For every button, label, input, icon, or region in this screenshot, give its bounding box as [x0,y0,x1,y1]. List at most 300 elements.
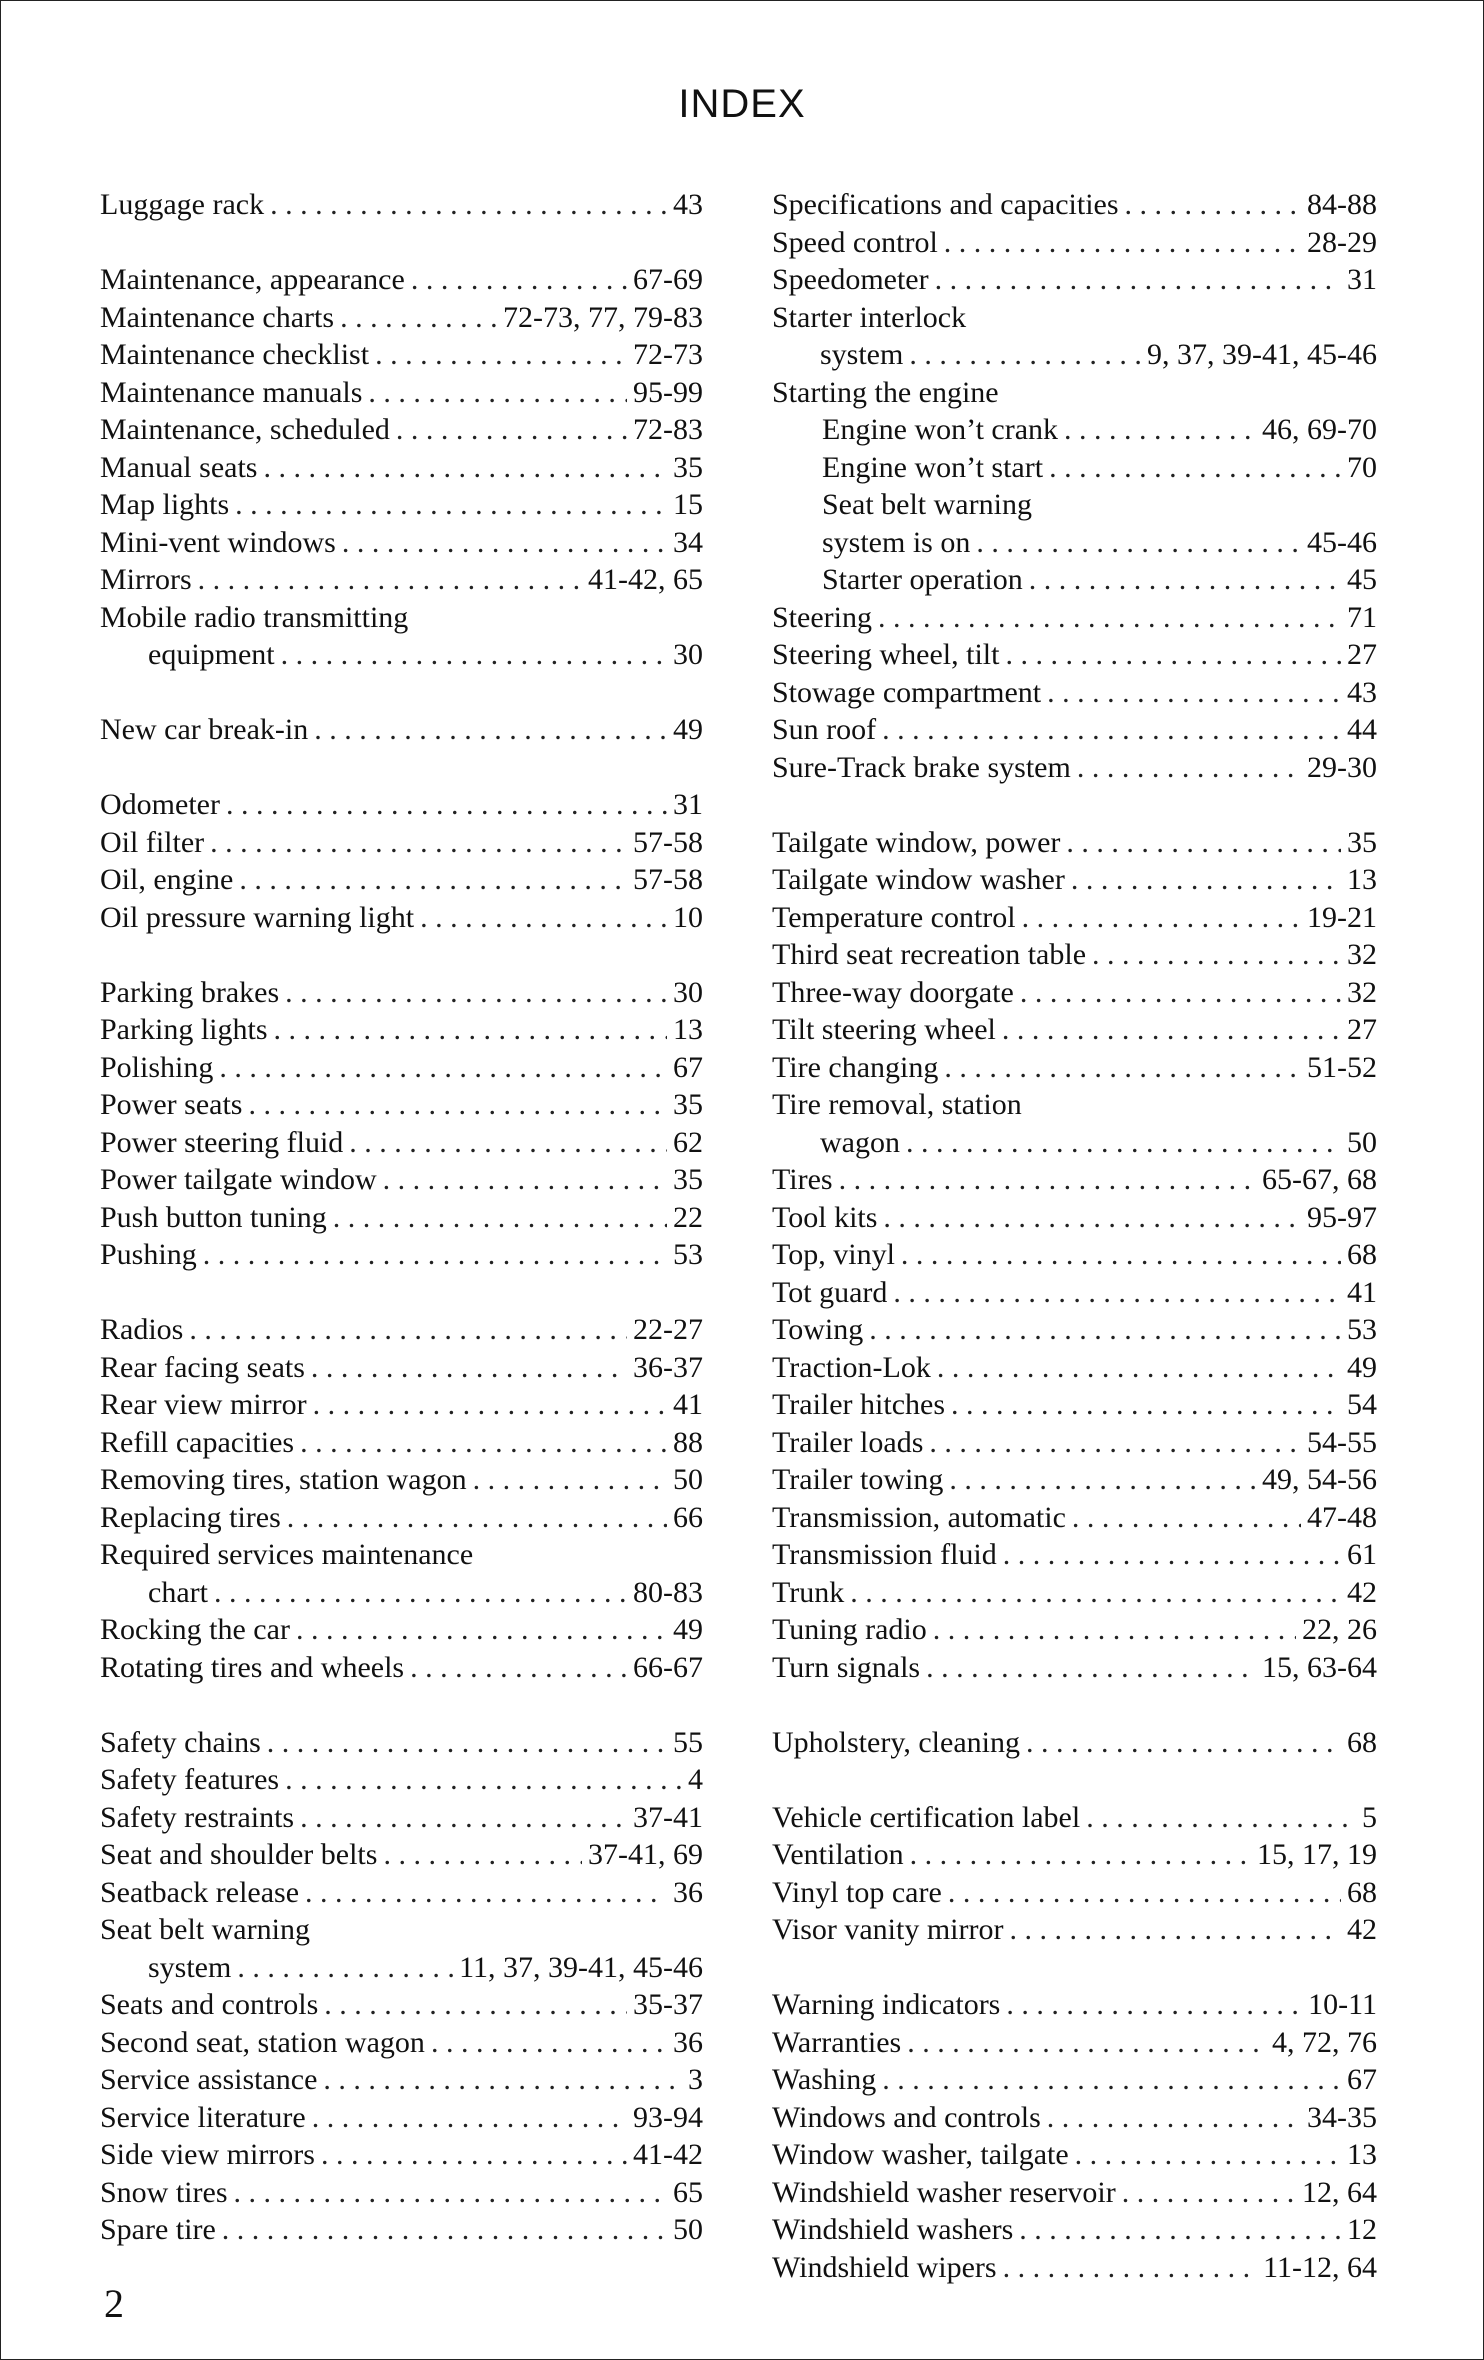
dot-leader [1022,899,1301,937]
index-page-ref: 29-30 [1307,750,1377,784]
index-term: Sure-Track brake system [772,750,1071,784]
index-term: Oil, engine [100,863,234,896]
dot-leader [189,1311,627,1349]
index-entry [772,2174,1377,2212]
index-entry [772,224,1377,262]
index-spacer [772,1761,1377,1799]
index-entry [772,261,1377,299]
index-term: chart [148,1575,208,1609]
index-term: Safety chains [100,1725,261,1759]
index-entry [100,486,703,524]
index-spacer [772,1686,1377,1724]
dot-leader [234,2174,668,2212]
index-spacer [772,786,1377,824]
index-term: Second seat, station wagon [100,2025,425,2059]
dot-leader [944,224,1301,262]
dot-leader [933,1611,1296,1649]
index-entry [772,974,1377,1012]
index-term: Tot guard [772,1275,888,1309]
dot-leader [949,1461,1256,1499]
index-entry [772,749,1377,787]
index-page-ref: 55 [673,1725,703,1759]
dot-leader [901,1236,1341,1274]
index-entry [772,1611,1377,1649]
dot-leader [313,1386,667,1424]
index-page-ref: 41-42 [633,2138,703,2171]
dot-leader [1047,674,1341,712]
index-page-ref: 50 [1347,1125,1377,1159]
index-entry [100,824,703,862]
index-page-ref: 27 [1347,1013,1377,1046]
index-page-ref: 10 [673,900,703,934]
index-page-ref: 42 [1347,1575,1377,1609]
index-term: Parking brakes [100,975,280,1009]
index-column-right [772,186,1377,2286]
index-page-ref: 66 [673,1500,703,1534]
index-term: Rocking the car [100,1613,290,1646]
index-term: Oil filter [100,825,205,859]
index-page-ref: 11-12, 64 [1263,2250,1377,2284]
index-entry [100,1424,703,1462]
index-term: Vinyl top care [772,1875,942,1909]
index-term: Tire changing [772,1050,939,1084]
index-page-ref: 53 [1347,1313,1377,1346]
dot-leader [1010,1911,1342,1949]
index-page-ref: 42 [1347,1913,1377,1946]
index-term: Maintenance, scheduled [100,413,390,446]
index-page-ref: 72-83 [633,413,703,446]
dot-leader [324,1986,627,2024]
dot-leader [274,1011,667,1049]
index-term: Seats and controls [100,1988,319,2021]
index-term: Starting the engine [772,375,999,409]
index-entry [100,2099,703,2137]
index-term: Specifications and capacities [772,188,1119,221]
index-page-ref: 49 [1347,1350,1377,1384]
index-entry [772,1161,1377,1199]
index-term: Speed control [772,225,938,259]
index-page-ref: 49 [673,713,703,746]
dot-leader [1125,186,1301,224]
index-entry [100,2136,703,2174]
index-entry [772,2024,1377,2062]
dot-leader [1086,1799,1356,1837]
index-page-ref: 95-99 [633,375,703,409]
index-page-ref: 43 [1347,675,1377,709]
index-entry [772,1011,1377,1049]
index-page-ref: 71 [1347,600,1377,634]
dot-leader [263,449,667,487]
index-entry [100,411,703,449]
index-page-ref: 93-94 [633,2100,703,2134]
index-page-ref: 35 [673,1163,703,1196]
index-term: Tilt steering wheel [772,1013,996,1046]
index-page-ref: 10-11 [1308,1988,1377,2021]
index-spacer [100,749,703,787]
dot-leader [368,374,627,412]
dot-leader [948,1874,1341,1912]
index-term: Trailer towing [772,1463,944,1496]
index-entry [100,636,703,674]
index-entry [100,1761,703,1799]
index-entry [772,186,1377,224]
index-spacer [772,1949,1377,1987]
index-term: Upholstery, cleaning [772,1725,1020,1759]
dot-leader [296,1611,667,1649]
index-page-ref: 51-52 [1307,1050,1377,1084]
index-entry [772,1086,1377,1124]
index-entry [772,1274,1377,1312]
index-term: Sun roof [772,713,877,746]
index-entry [772,336,1377,374]
index-term: Spare tire [100,2213,216,2246]
index-entry [100,1911,703,1949]
dot-leader [248,1086,667,1124]
index-page-ref: 4 [688,1763,703,1796]
dot-leader [203,1236,667,1274]
dot-leader [214,1574,627,1612]
dot-leader [210,824,627,862]
index-page-ref: 5 [1362,1800,1377,1834]
dot-leader [235,486,667,524]
index-page-ref: 95-97 [1307,1200,1377,1234]
index-term: Service assistance [100,2063,318,2096]
index-term: Rear view mirror [100,1388,307,1421]
index-term: Windshield washer reservoir [772,2175,1116,2209]
index-term: Parking lights [100,1013,268,1046]
index-entry [772,2099,1377,2137]
index-entry [100,974,703,1012]
index-term: Window washer, tailgate [772,2138,1069,2171]
index-entry [100,1874,703,1912]
index-page-ref: 80-83 [633,1575,703,1609]
index-entry [772,1911,1377,1949]
index-term: Windshield washers [772,2213,1014,2246]
dot-leader [410,1649,627,1687]
index-term: system [148,1950,232,1984]
index-page-ref: 84-88 [1307,188,1377,221]
index-entry [772,1049,1377,1087]
index-entry [100,1011,703,1049]
index-page-ref: 66-67 [633,1650,703,1684]
index-entry [100,599,703,637]
dot-leader [300,1799,627,1837]
dot-leader [1066,824,1341,862]
index-term: Replacing tires [100,1500,281,1534]
index-entry [100,1386,703,1424]
index-entry [100,1649,703,1687]
index-term: Refill capacities [100,1425,295,1459]
index-page-ref: 31 [673,788,703,821]
index-entry [772,861,1377,899]
dot-leader [222,2211,667,2249]
index-page-ref: 32 [1347,975,1377,1009]
index-spacer [100,1686,703,1724]
index-page-ref: 53 [673,1238,703,1271]
index-term: Starter interlock [772,300,967,334]
dot-leader [850,1574,1341,1612]
index-term: Rotating tires and wheels [100,1650,405,1684]
dot-leader [926,1649,1256,1687]
index-term: Trailer hitches [772,1388,946,1421]
index-page-ref: 68 [1347,1875,1377,1909]
dot-leader [1003,2249,1258,2287]
dot-leader [882,2061,1341,2099]
dot-leader [893,1274,1341,1312]
index-term: Engine won’t start [822,450,1044,484]
index-term: Seat belt warning [822,488,1032,521]
index-term: Mini-vent windows [100,525,336,559]
index-term: Odometer [100,788,220,821]
dot-leader [929,1424,1301,1462]
index-entry [100,786,703,824]
index-term: Power tailgate window [100,1163,377,1196]
index-entry [772,1874,1377,1912]
dot-leader [944,1049,1301,1087]
index-entry [772,524,1377,562]
index-entry [100,1536,703,1574]
index-entry [772,1311,1377,1349]
dot-leader [349,1124,667,1162]
dot-leader [1075,2136,1341,2174]
index-page-ref: 34-35 [1307,2100,1377,2134]
index-entry [100,2211,703,2249]
dot-leader [878,599,1341,637]
index-page-ref: 41 [1347,1275,1377,1309]
dot-leader [383,1836,582,1874]
dot-leader [473,1461,667,1499]
dot-leader [300,1424,667,1462]
index-page-ref: 50 [673,2213,703,2246]
index-term: Warranties [772,2025,902,2059]
index-page-ref: 15, 17, 19 [1257,1838,1377,1871]
dot-leader [839,1161,1256,1199]
index-term: Third seat recreation table [772,938,1087,971]
index-entry [100,1086,703,1124]
index-term: Oil pressure warning light [100,900,415,934]
index-entry [100,1799,703,1837]
dot-leader [1019,2211,1341,2249]
index-page-ref: 22, 26 [1302,1613,1377,1646]
index-term: Power seats [100,1088,243,1121]
index-page-ref: 49 [673,1613,703,1646]
index-term: Removing tires, station wagon [100,1463,467,1496]
index-page-ref: 47-48 [1307,1500,1377,1534]
index-term: Mobile radio transmitting [100,600,409,634]
index-term: Tailgate window washer [772,863,1065,896]
index-entry [100,1499,703,1537]
index-page-ref: 65-67, 68 [1262,1163,1377,1196]
index-page-ref: 36 [673,1875,703,1909]
index-term: Seat and shoulder belts [100,1838,378,1871]
index-entry [772,411,1377,449]
dot-leader [937,1349,1341,1387]
index-entry [772,2136,1377,2174]
index-page-ref: 45 [1347,563,1377,596]
dot-leader [287,1499,667,1537]
dot-leader [951,1386,1341,1424]
index-entry [772,1236,1377,1274]
index-page-ref: 41-42, 65 [588,563,703,596]
index-entry [772,674,1377,712]
index-page-ref: 35 [673,1088,703,1121]
index-term: Starter operation [822,563,1023,596]
dot-leader [1026,1724,1341,1762]
index-term: wagon [820,1125,900,1159]
index-entry [100,2174,703,2212]
index-entry [772,1799,1377,1837]
index-page-ref: 30 [673,975,703,1009]
index-page-ref: 3 [688,2063,703,2096]
index-term: Snow tires [100,2175,228,2209]
index-page-ref: 68 [1347,1238,1377,1271]
dot-leader [314,711,667,749]
index-page-ref: 9, 37, 39-41, 45-46 [1147,338,1377,371]
index-term: Trailer loads [772,1425,924,1459]
index-entry [100,1949,703,1987]
index-entry [100,1574,703,1612]
index-entry [100,186,703,224]
index-entry [772,1199,1377,1237]
index-page-ref: 44 [1347,713,1377,746]
index-term: Service literature [100,2100,306,2134]
dot-leader [219,1049,667,1087]
index-page-ref: 45-46 [1307,525,1377,559]
index-entry [772,936,1377,974]
index-entry [772,1836,1377,1874]
index-entry [772,1536,1377,1574]
index-entry [772,1724,1377,1762]
index-term: Vehicle certification label [772,1800,1081,1834]
index-entry [100,1349,703,1387]
dot-leader [1006,1986,1302,2024]
index-spacer [100,224,703,262]
index-page-ref: 22-27 [633,1313,703,1346]
index-page-ref: 28-29 [1307,225,1377,259]
dot-leader [1002,1011,1341,1049]
index-entry [100,1461,703,1499]
index-page-ref: 11, 37, 39-41, 45-46 [459,1950,703,1984]
index-entry [100,524,703,562]
index-term: Tool kits [772,1200,878,1234]
index-page-ref: 12, 64 [1302,2175,1377,2209]
dot-leader [340,299,497,337]
index-entry [100,1236,703,1274]
index-term: Maintenance manuals [100,375,363,409]
index-entry [772,1124,1377,1162]
index-term: Push button tuning [100,1200,327,1234]
index-term: Power steering fluid [100,1125,344,1159]
index-entry [100,2061,703,2099]
index-entry [100,1724,703,1762]
index-entry [772,1386,1377,1424]
dot-leader [226,786,667,824]
index-entry [772,1499,1377,1537]
dot-leader [333,1199,667,1237]
index-term: Pushing [100,1238,197,1271]
index-page-ref: 67 [1347,2063,1377,2096]
dot-leader [342,524,667,562]
dot-leader [906,1124,1341,1162]
index-term: Tailgate window, power [772,825,1061,859]
index-page-ref: 27 [1347,638,1377,671]
index-term: Steering wheel, tilt [772,638,1000,671]
dot-leader [383,1161,667,1199]
index-entry [100,449,703,487]
index-page-ref: 19-21 [1307,900,1377,934]
index-entry [772,2061,1377,2099]
index-term: Warning indicators [772,1988,1001,2021]
dot-leader [431,2024,667,2062]
index-entry [772,899,1377,937]
index-term: Maintenance, appearance [100,263,405,296]
index-page-ref: 72-73, 77, 79-83 [503,300,703,334]
index-entry [772,2211,1377,2249]
index-entry [100,1311,703,1349]
dot-leader [869,1311,1341,1349]
index-page-ref: 4, 72, 76 [1272,2025,1377,2059]
index-entry [772,1424,1377,1462]
dot-leader [1003,1536,1341,1574]
index-entry [100,336,703,374]
index-entry [100,299,703,337]
index-term: Manual seats [100,450,258,484]
index-entry [100,561,703,599]
index-page-ref: 13 [1347,2138,1377,2171]
index-term: Windows and controls [772,2100,1041,2134]
index-page-ref: 49, 54-56 [1262,1463,1377,1496]
index-term: Speedometer [772,263,929,296]
index-page-ref: 57-58 [633,825,703,859]
dot-leader [267,1724,667,1762]
dot-leader [396,411,627,449]
index-page-ref: 54 [1347,1388,1377,1421]
index-term: Ventilation [772,1838,904,1871]
dot-leader [270,186,667,224]
index-term: Transmission fluid [772,1538,997,1571]
index-term: Seatback release [100,1875,300,1909]
dot-leader [1047,2099,1301,2137]
dot-leader [1071,861,1341,899]
index-entry [772,374,1377,412]
index-page-ref: 70 [1347,450,1377,484]
dot-leader [1005,636,1341,674]
index-spacer [100,936,703,974]
dot-leader [411,261,627,299]
dot-leader [882,711,1341,749]
index-page-ref: 15 [673,488,703,521]
index-page-ref: 62 [673,1125,703,1159]
index-page-ref: 43 [673,188,703,221]
index-page-ref: 32 [1347,938,1377,971]
index-page-ref: 88 [673,1425,703,1459]
index-term: Towing [772,1313,864,1346]
index-entry [772,711,1377,749]
dot-leader [1092,936,1341,974]
dot-leader [1020,974,1341,1012]
index-page-ref: 65 [673,2175,703,2209]
dot-leader [883,1199,1301,1237]
index-term: Side view mirrors [100,2138,315,2171]
index-term: Safety restraints [100,1800,295,1834]
dot-leader [910,1836,1251,1874]
index-entry [100,899,703,937]
index-spacer [100,1274,703,1312]
dot-leader [285,974,667,1012]
dot-leader [976,524,1301,562]
index-entry [772,486,1377,524]
index-entry [100,261,703,299]
